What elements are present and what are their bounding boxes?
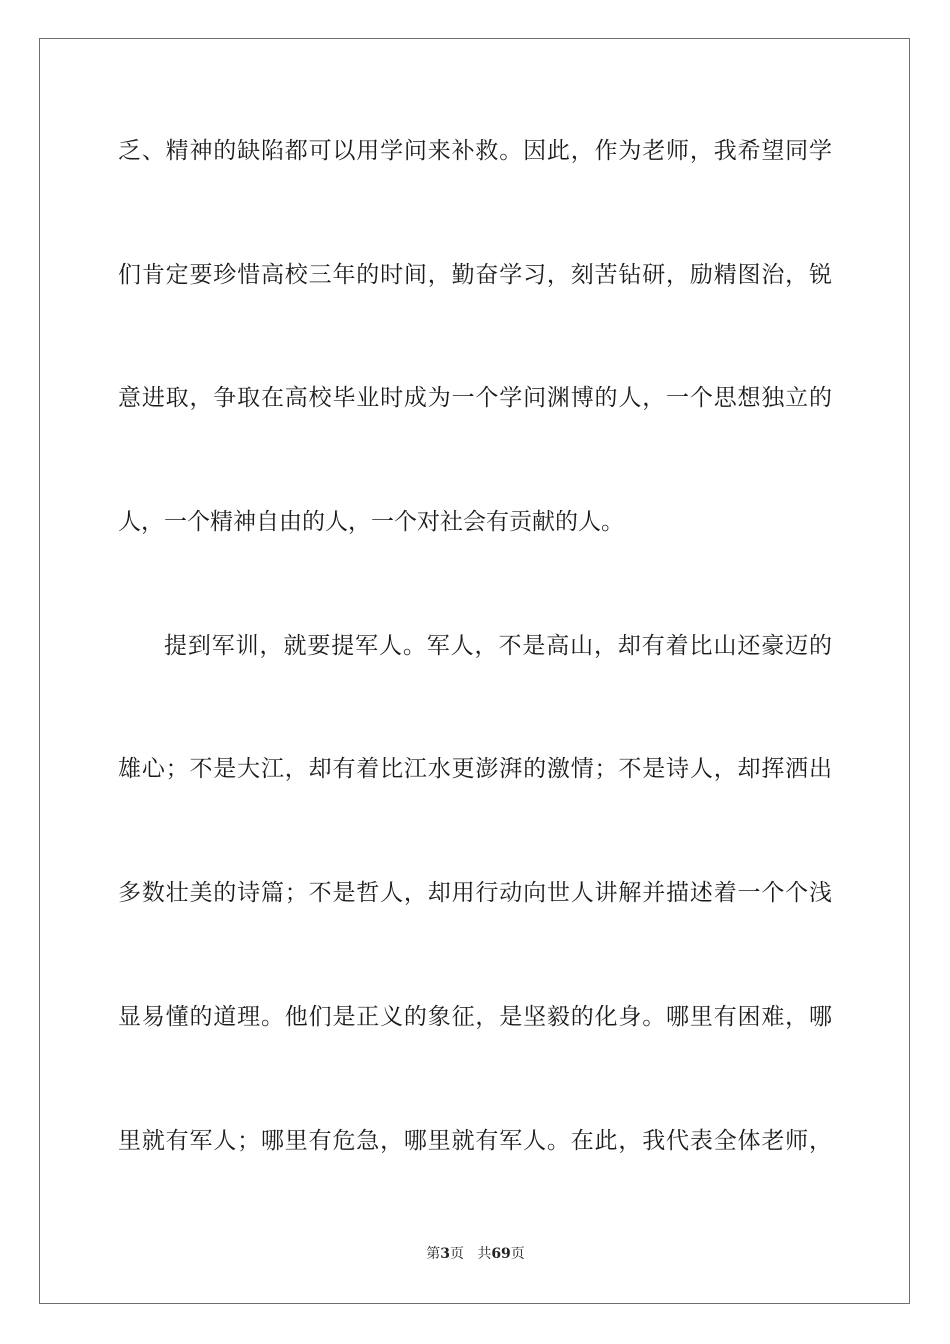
text-line: 乏、精神的缺陷都可以用学问来补救。因此，作为老师，我希望同学 — [118, 138, 832, 164]
total-prefix: 共 — [477, 1246, 492, 1262]
page-footer — [40, 1245, 911, 1263]
text-line: 里就有军人；哪里有危急，哪里就有军人。在此，我代表全体老师， — [118, 1128, 832, 1154]
page-number: 3 — [440, 1246, 450, 1262]
text-line: 人，一个精神自由的人，一个对社会有贡献的人。 — [118, 509, 624, 535]
text-line: 们肯定要珍惜高校三年的时间，勤奋学习，刻苦钻研，励精图治，锐 — [118, 262, 832, 288]
total-suffix: 页 — [510, 1246, 525, 1262]
text-line: 雄心；不是大江，却有着比江水更澎湃的激情；不是诗人，却挥洒出 — [118, 756, 832, 782]
page-suffix: 页 — [449, 1246, 464, 1262]
text-line: 意进取，争取在高校毕业时成为一个学问渊博的人，一个思想独立的 — [118, 385, 832, 411]
text-line: 多数壮美的诗篇；不是哲人，却用行动向世人讲解并描述着一个个浅 — [118, 880, 832, 906]
text-line: 显易懂的道理。他们是正义的象征，是坚毅的化身。哪里有困难，哪 — [118, 1004, 832, 1030]
paragraph-first-line: 提到军训，就要提军人。军人，不是高山，却有着比山还豪迈的 — [164, 633, 832, 659]
total-pages: 69 — [491, 1246, 511, 1262]
page-frame — [39, 38, 910, 1304]
page-prefix: 第 — [426, 1246, 441, 1262]
